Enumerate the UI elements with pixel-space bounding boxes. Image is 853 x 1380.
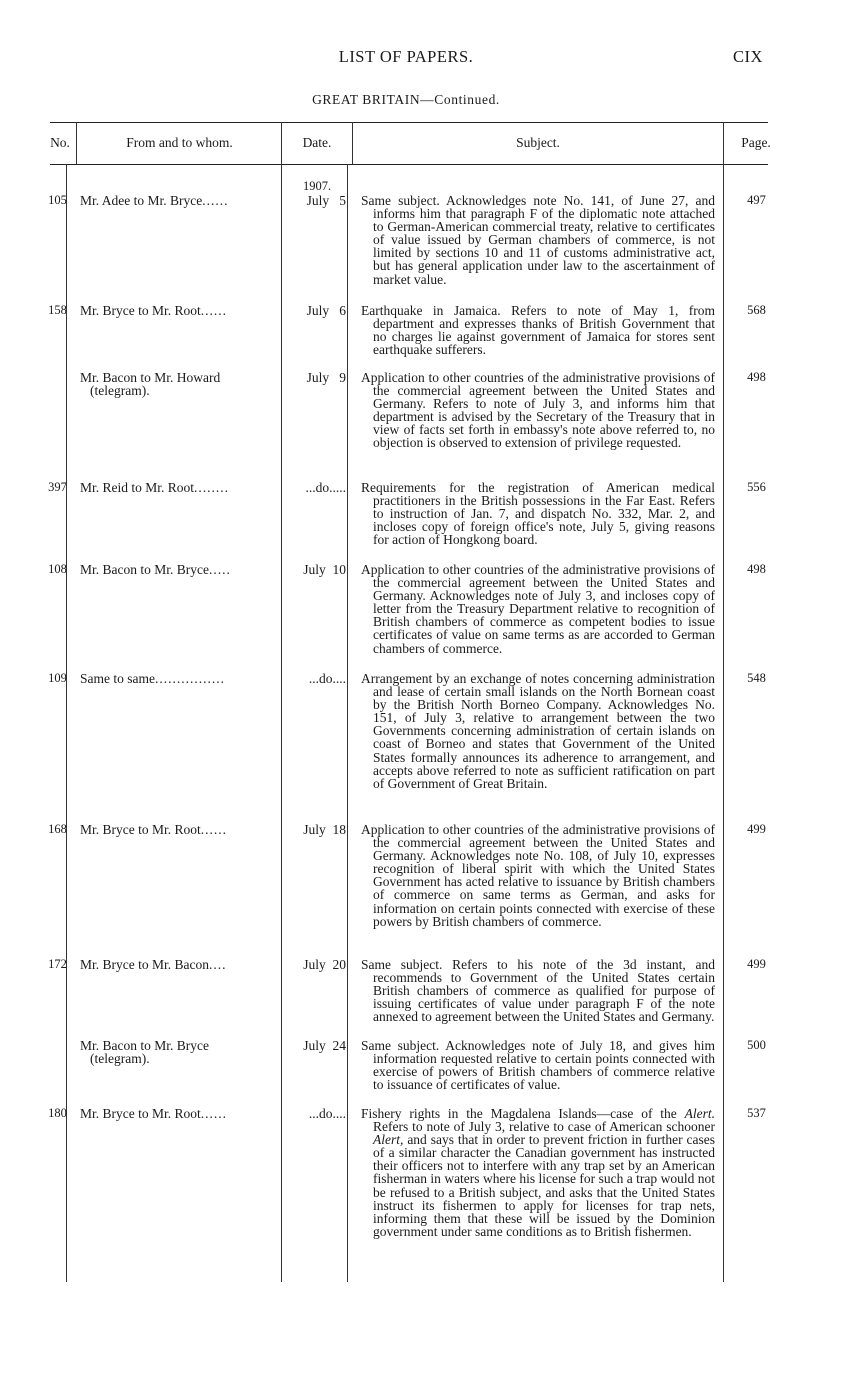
section-subtitle: GREAT BRITAIN—Continued. [312,92,500,107]
column-divider [76,122,77,164]
page-title: LIST OF PAPERS. [338,47,474,66]
page-folio: CIX [733,47,763,66]
row-date: ...do.... [308,1106,346,1121]
row-page: 498 [747,562,766,576]
row-number: 108 [48,562,67,576]
year-label: 1907. [302,179,332,193]
row-correspondents: Mr. Adee to Mr. Bryce...... [80,193,229,208]
row-subject: Earthquake in Jamaica. Refers to note of May 1, from department and expresses thanks of British Government that no charges lie against government of Jamaica for stores sent earthquake sufferers. [361,303,715,358]
column-divider [281,122,282,1282]
row-correspondents: Mr. Reid to Mr. Root........ [80,480,230,495]
row-date: ...do.... [308,671,346,686]
row-subject: Application to other countries of the administrative provisions of the commercial agreement between the United States and Germany. Acknowledges note of July 3, and incloses copy of letter from the Treasury Department relative to recognition of British chambers of commerce as competent bodies to issue certificates of value on same terms as are accorded to German chambers of commerce. [361,562,715,656]
col-header-subject: Subject. [516,135,560,150]
row-correspondents: Mr. Bryce to Mr. Root...... [80,1106,227,1121]
row-page: 500 [747,1038,766,1052]
row-correspondents: Mr. Bryce to Mr. Root...... [80,822,227,837]
row-page: 556 [747,480,766,494]
row-number: 172 [48,957,67,971]
row-page: 548 [747,671,766,685]
row-number: 397 [48,480,67,494]
row-subject: Application to other countries of the administrative provisions of the commercial agreement between the United States and Germany. Acknowledges note No. 108, of July 10, expresses recognition of liberal spirit with which the United States Government has acted relative to issuance by British chambers of commerce on same terms as German, and asks for information on certain points connected with exercise of these powers by British chambers of commerce. [361,822,715,929]
row-number: 168 [48,822,67,836]
row-subject: Fishery rights in the Magdalena Islands—case of the Alert. Refers to note of July 3, relative to case of American schooner Alert, and says that in order to prevent friction in further cases of a similar character the Canadian government has instructed their officers not to interfere with any trap set by an American fisherman in waters where his license for such a trap would not be refused to a British subject, and asks that the United States instruct its fishermen to apply for licenses for trap nets, informing them that these will be issued by the Dominion government under same conditions as to British fishermen. [361,1106,716,1239]
row-subject: Application to other countries of the administrative provisions of the commercial agreement between the United States and Germany. Refers to note of July 3, and informs him that department is advised by the Secretary of the Treasury that in view of facts set forth in embassy's note above referred to, no objection is observed to extension of privilege requested. [361,370,715,451]
table-top-rule [50,122,768,123]
row-date: July 9 [306,370,346,385]
row-correspondents: Mr. Bryce to Mr. Bacon.... [80,957,227,972]
row-page: 537 [747,1106,766,1120]
row-correspondents: Same to same................ [80,671,225,686]
row-subject: Same subject. Acknowledges note No. 141, of June 27, and informs him that paragraph F of the diplomatic note attached to German-American commercial treaty, relative to certificates of value issued by German chambers of commerce, is not limited by sections 10 and 11 of customs administrative act, but has general application under law to the ascertainment of market value. [361,193,715,287]
row-date: July 6 [306,303,346,318]
row-number: 158 [48,303,67,317]
col-header-no: No. [50,135,70,150]
row-date: July 5 [306,193,346,208]
column-divider [347,164,348,1282]
row-page: 499 [747,957,766,971]
row-page: 568 [747,303,766,317]
col-header-page: Page. [741,135,771,150]
row-page: 497 [747,193,766,207]
row-date: ...do..... [305,480,346,495]
row-number: 105 [48,193,67,207]
column-divider [723,122,724,1282]
row-correspondents: Mr. Bacon to Mr. Bryce..... [80,562,231,577]
row-date: July 10 [303,562,346,577]
row-page: 498 [747,370,766,384]
row-date: July 20 [303,957,346,972]
row-correspondents: Mr. Bacon to Mr. Bryce (telegram). [80,1038,209,1067]
column-divider [352,122,353,164]
row-date: July 18 [303,822,346,837]
row-subject: Same subject. Acknowledges note of July 18, and gives him information requested relative to certain points connected with exercise of powers of British chambers of commerce relative to issuance of certificates of value. [361,1038,715,1093]
col-header-date: Date. [302,135,332,150]
row-number: 180 [48,1106,67,1120]
col-header-from: From and to whom. [126,135,233,150]
row-subject: Same subject. Refers to his note of the 3d instant, and recommends to Government of the United States certain British chambers of commerce as qualified for purpose of issuing certificates of value under paragraph F of the note annexed to agreement between the United States and Germany. [361,957,715,1025]
table-header-rule [50,164,768,165]
row-correspondents: Mr. Bacon to Mr. Howard (telegram). [80,370,221,399]
row-date: July 24 [303,1038,346,1053]
row-subject: Requirements for the registration of American medical practitioners in the British possessions in the Far East. Refers to instruction of Jan. 7, and dispatch No. 332, Mar. 2, and incloses copy of foreign office's note, July 5, giving reasons for action of Hongkong board. [361,480,715,548]
row-page: 499 [747,822,766,836]
row-subject: Arrangement by an exchange of notes concerning administration and lease of certain small islands on the North Bornean coast by the British North Borneo Company. Acknowledges No. 151, of July 3, relative to arrangement between the two Governments concerning administration of certain islands on coast of Borneo and states that Government of the United States formally announces its adherence to arrangement, and accepts above referred to note as sufficient ratification on part of Government of Great Britain. [361,671,715,791]
row-number: 109 [48,671,67,685]
row-correspondents: Mr. Bryce to Mr. Root...... [80,303,227,318]
